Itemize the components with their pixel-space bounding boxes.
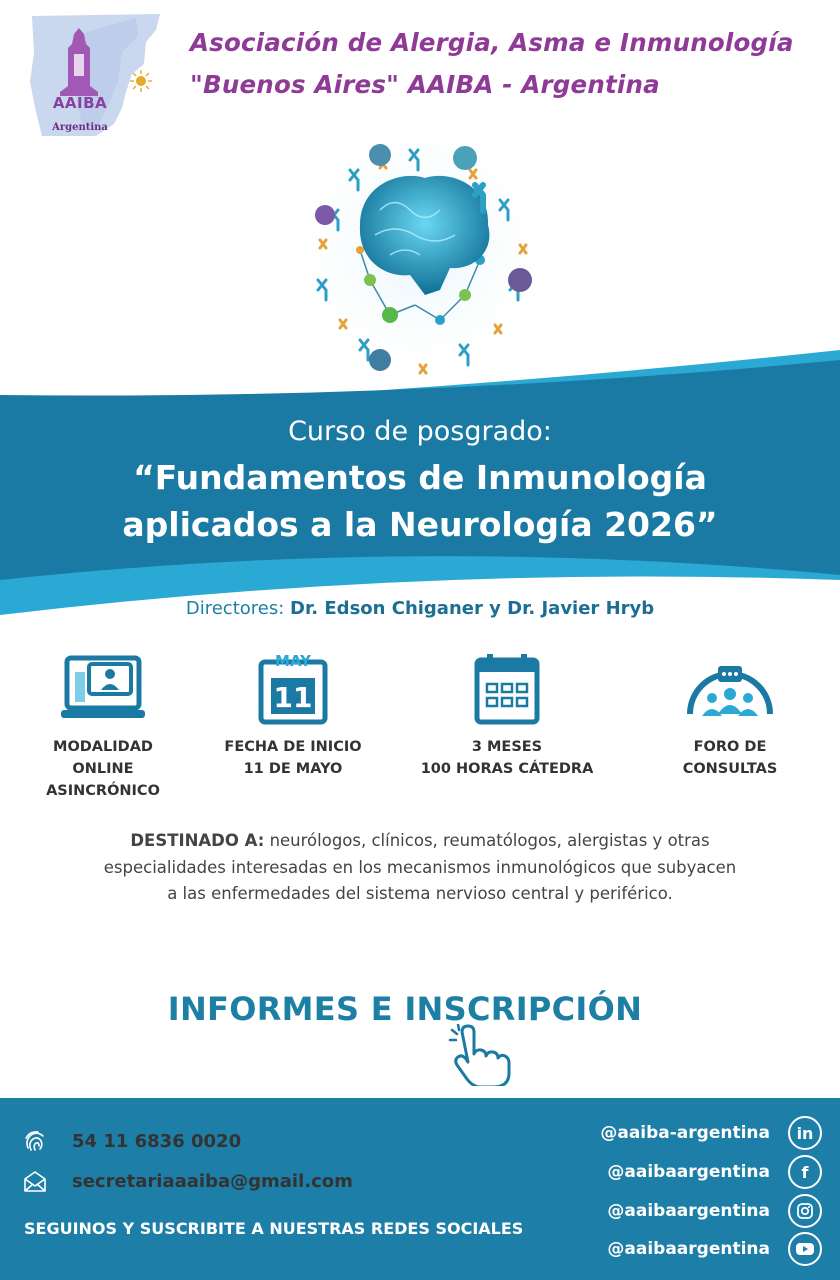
follow-us-text: SEGUINOS Y SUSCRIBITE A NUESTRAS REDES SOCIALES (24, 1219, 524, 1238)
feature-duration-line-1: 3 MESES (471, 739, 543, 755)
feature-forum-line-1: FORO DE (693, 739, 767, 755)
organization-title (190, 22, 830, 106)
feature-start-line-2: 11 DE MAYO (243, 761, 343, 777)
social-handle: @aaibaargentina (607, 1162, 770, 1182)
calendar-day: 11 (273, 681, 313, 714)
course-title (0, 454, 840, 548)
feature-duration (417, 652, 597, 780)
org-title-line-1: Asociación de Alergia, Asma e Inmunología (190, 28, 794, 57)
logo-country: Argentina (52, 122, 108, 133)
instagram-glyph (796, 1202, 814, 1220)
social-handle: @aaibaargentina (607, 1239, 770, 1259)
calendar-month: MAY (275, 652, 311, 670)
phone-contact[interactable] (22, 1128, 241, 1154)
youtube-icon[interactable] (788, 1232, 822, 1266)
tower-icon (54, 26, 104, 98)
feature-forum (640, 652, 820, 780)
instagram-icon[interactable] (788, 1194, 822, 1228)
envelope-icon (22, 1168, 48, 1194)
linkedin-icon[interactable]: in (788, 1116, 822, 1150)
course-heading (0, 412, 840, 548)
pointer-hand-icon (448, 1024, 512, 1086)
email-address: secretariaaaiba@gmail.com (72, 1170, 353, 1192)
course-title-line-1: “Fundamentos de Inmunología (133, 458, 707, 497)
informes-inscripcion-link[interactable]: INFORMES E INSCRIPCIÓN (167, 990, 643, 1028)
aaiba-logo (26, 12, 166, 140)
feature-modality (13, 652, 193, 802)
social-youtube[interactable] (607, 1232, 822, 1266)
social-facebook[interactable] (607, 1155, 822, 1189)
forum-group-icon (684, 652, 776, 728)
social-linkedin[interactable] (600, 1116, 822, 1150)
feature-duration-line-2: 100 HORAS CÁTEDRA (420, 761, 594, 777)
target-audience (100, 828, 740, 908)
course-title-line-2: aplicados a la Neurología 2026” (122, 505, 718, 544)
org-title-line-2: "Buenos Aires" AAIBA - Argentina (190, 70, 660, 99)
youtube-glyph (795, 1241, 815, 1257)
feature-forum-line-2: CONSULTAS (682, 761, 778, 777)
feature-modality-line-2: ONLINE (72, 761, 134, 777)
sun-of-may-icon (130, 70, 152, 92)
social-handle: @aaibaargentina (607, 1201, 770, 1221)
online-course-icon (57, 652, 149, 728)
facebook-icon[interactable]: f (788, 1155, 822, 1189)
calendar-may-11-icon (247, 652, 339, 728)
feature-modality-line-1: MODALIDAD (53, 739, 153, 755)
target-audience-label: DESTINADO A: (130, 831, 265, 850)
feature-modality-line-3: ASINCRÓNICO (46, 783, 160, 799)
phone-number: 54 11 6836 0020 (72, 1130, 242, 1152)
directors-names: Dr. Edson Chiganer y Dr. Javier Hryb (290, 598, 655, 619)
logo-text: AAIBA (52, 94, 108, 112)
feature-start-line-1: FECHA DE INICIO (224, 739, 362, 755)
directors-label: Directores: (185, 598, 285, 619)
fingerprint-phone-icon (22, 1128, 48, 1154)
course-kicker: Curso de posgrado: (288, 416, 552, 447)
feature-start-date (203, 652, 383, 780)
social-handle: @aaiba-argentina (600, 1123, 770, 1143)
email-contact[interactable] (22, 1168, 353, 1194)
header (0, 0, 840, 150)
target-audience-text: neurólogos, clínicos, reumatólogos, alergistas y otras especialidades interesadas en los mecanismos inmunológicos que subyacen a las enfermedades del sistema nervioso central y periférico. (103, 831, 737, 903)
directors (0, 598, 840, 619)
calendar-grid-icon (461, 652, 553, 728)
social-instagram[interactable] (607, 1194, 822, 1228)
